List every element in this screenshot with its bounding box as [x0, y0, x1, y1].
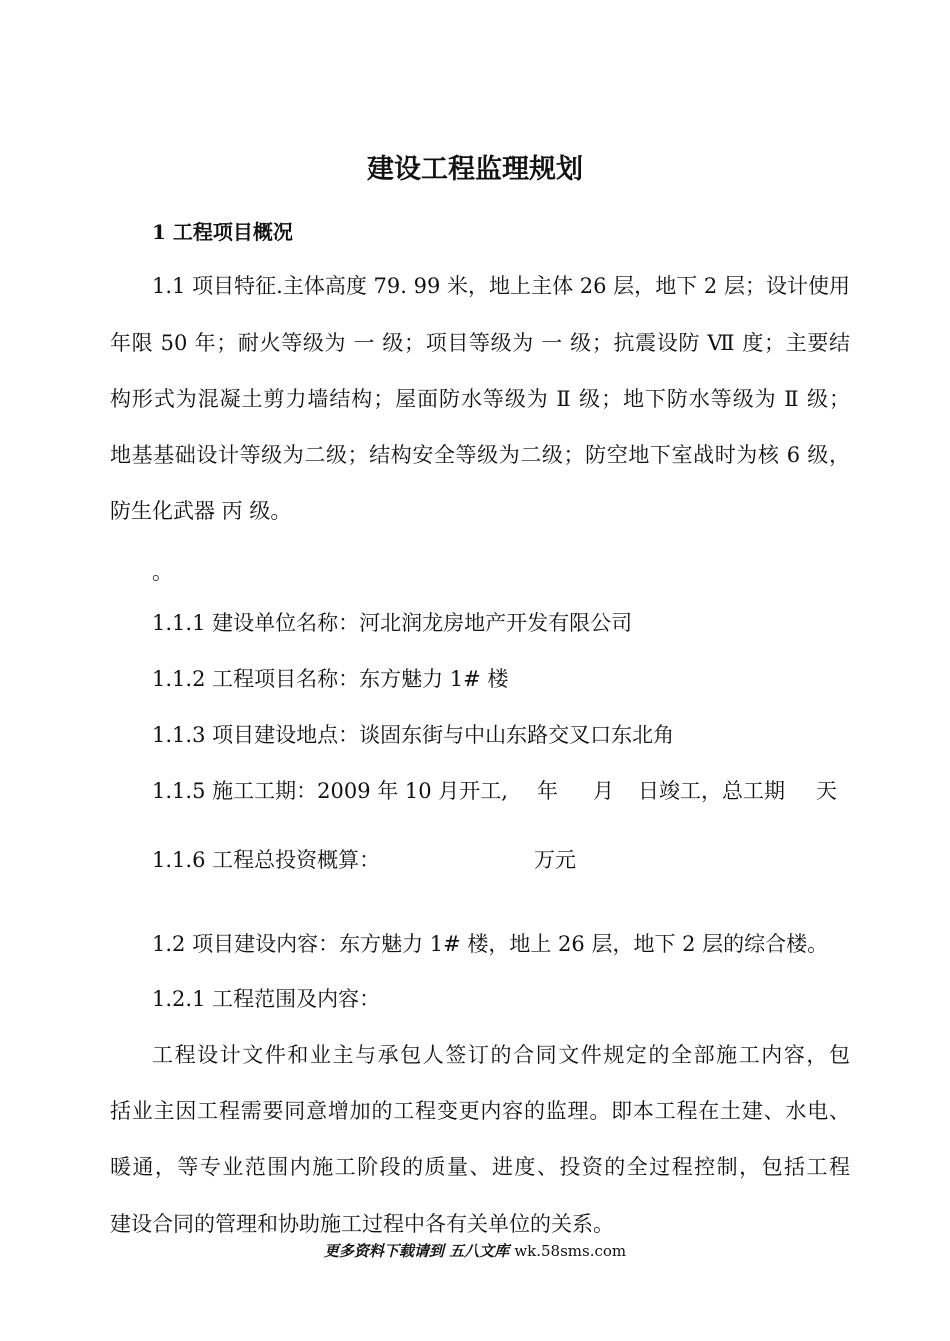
paragraph-line: 1.1 项目特征.主体高度 79. 99 米，地上主体 26 层，地下 2 层；设计使用 — [152, 274, 850, 298]
paragraph-line: 年限 50 年；耐火等级为 一 级；项目等级为 一 级；抗震设防 Ⅶ 度；主要结 — [110, 331, 850, 355]
item-1-1-5-days: 天 — [816, 779, 837, 803]
item-1-1-3: 1.1.3 项目建设地点：谈固东街与中山东路交叉口东北角 — [152, 723, 675, 747]
paragraph-line: 工程设计文件和业主与承包人签订的合同文件规定的全部施工内容，包 — [152, 1043, 850, 1067]
item-1-1-1: 1.1.1 建设单位名称：河北润龙房地产开发有限公司 — [152, 611, 633, 635]
document-title: 建设工程监理规划 — [367, 154, 583, 185]
paragraph-line: 暖通，等专业范围内施工阶段的质量、进度、投资的全过程控制，包括工程 — [110, 1155, 850, 1179]
item-1-1-2: 1.1.2 工程项目名称：东方魅力 1# 楼 — [152, 667, 509, 691]
item-1-1-5-month: 月 — [593, 779, 614, 803]
item-1-1-5-year: 年 — [537, 779, 558, 803]
paragraph-line: 防生化武器 丙 级。 — [110, 499, 292, 523]
paragraph-line: 构形式为混凝土剪力墙结构；屋面防水等级为 Ⅱ 级；地下防水等级为 Ⅱ 级； — [110, 387, 850, 411]
stray-mark: 。 — [152, 560, 173, 584]
item-1-1-6-unit: 万元 — [534, 848, 576, 872]
footer-text: 更多资料下载请到 五八文库 — [323, 1242, 510, 1260]
item-1-2: 1.2 项目建设内容：东方魅力 1# 楼，地上 26 层，地下 2 层的综合楼。 — [152, 932, 829, 956]
footer-url[interactable]: wk.58sms.com — [514, 1242, 627, 1260]
page-footer — [0, 1241, 950, 1261]
section-heading: 1 工程项目概况 — [152, 220, 293, 244]
item-1-1-5-day: 日竣工，总工期 — [638, 779, 785, 803]
item-1-1-6-prefix: 1.1.6 工程总投资概算： — [152, 848, 381, 872]
item-1-1-5-prefix: 1.1.5 施工工期：2009 年 10 月开工, — [152, 779, 508, 803]
paragraph-line: 建设合同的管理和协助施工过程中各有关单位的关系。 — [110, 1212, 614, 1236]
paragraph-line: 地基基础设计等级为二级；结构安全等级为二级；防空地下室战时为核 6 级， — [110, 443, 850, 467]
item-1-2-1: 1.2.1 工程范围及内容： — [152, 987, 381, 1011]
paragraph-line: 括业主因工程需要同意增加的工程变更内容的监理。即本工程在土建、水电、 — [110, 1099, 850, 1123]
